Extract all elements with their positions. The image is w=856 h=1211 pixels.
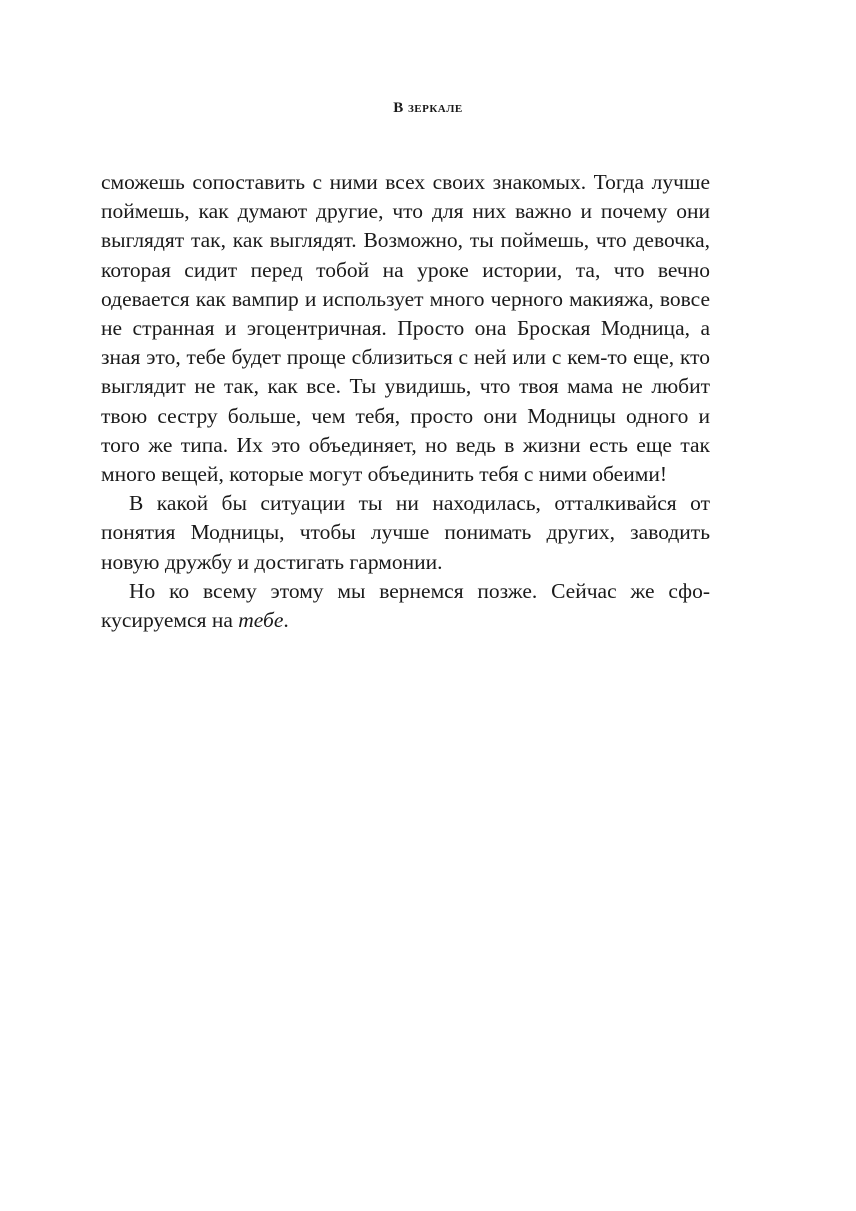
- paragraph-1: сможешь сопоставить с ними всех своих знакомых. Тогда лучше поймешь, как думают другие, что для них важно и почему они выглядят так, как выглядят. Возможно, ты поймешь, что девочка, которая сидит перед тобой на уроке истории, та, что вечно одевается как вампир и использует много черного макияжа, вовсе не странная и эгоцентричная. Просто она Броская Модница, а зная это, тебе будет проще сблизиться с ней или с кем-то еще, кто выглядит не так, как все. Ты увидишь, что твоя мама не любит твою сестру больше, чем тебя, просто они Модницы одного и того же типа. Их это объединяет, но ведь в жизни есть еще так много вещей, которые могут объединить тебя с ними обеими!: [101, 170, 710, 487]
- paragraph-3-emphasis: тебе: [238, 608, 284, 633]
- body-text: [101, 168, 710, 635]
- paragraph-2: В какой бы ситуации ты ни находилась, отталкивайся от понятия Модницы, чтобы лучше понимать других, заводить новую дружбу и достигать гармонии.: [101, 491, 710, 574]
- running-head: В зеркале: [393, 100, 463, 116]
- paragraph-3: [101, 577, 710, 635]
- paragraph-3-end: .: [283, 608, 289, 633]
- paragraph-3-text: Но ко всему этому мы вернемся позже. Сейчас же сфокусируемся на: [101, 578, 710, 633]
